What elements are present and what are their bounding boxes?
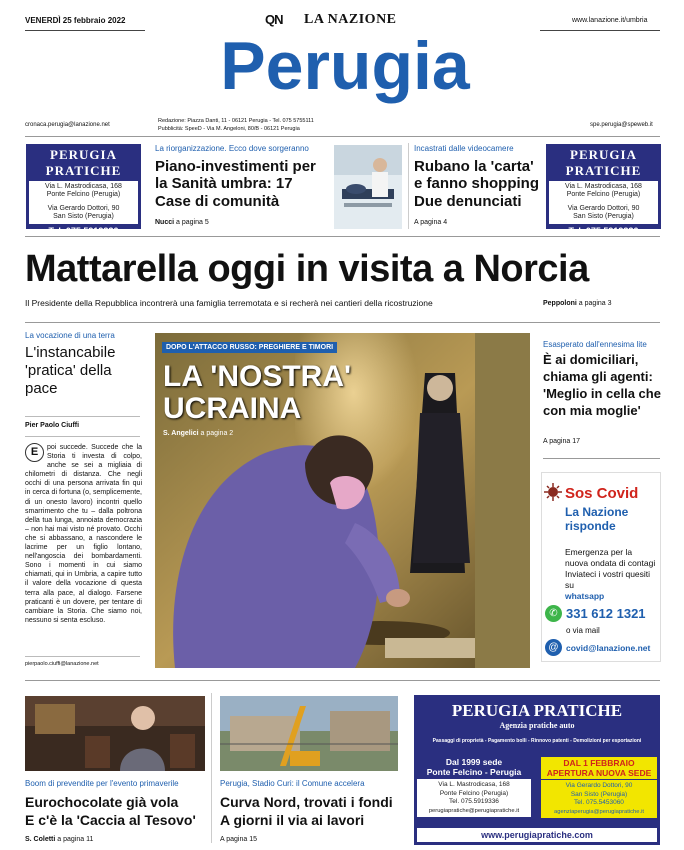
email-right[interactable]: spe.perugia@speweb.it — [590, 122, 653, 128]
sanita-ref: Nucci a pagina 5 — [155, 219, 209, 226]
sanita-photo — [334, 145, 402, 229]
ad-title-line1: PERUGIA — [570, 147, 637, 162]
covid-email[interactable]: covid@lanazione.net — [566, 643, 651, 653]
editorial-author: Pier Paolo Ciuffi — [25, 422, 80, 429]
whatsapp-icon: ✆ — [545, 605, 562, 622]
covid-or-mail: o via mail — [566, 626, 600, 635]
ad-big-website[interactable]: www.perugiapratiche.com — [417, 828, 657, 842]
sanita-kicker: La riorganizzazione. Ecco dove sorgeranno — [155, 144, 309, 153]
editorial-body: E poi succede. Succede che la Storia ti investa di colpo, anche se sei a migliaia di chilometri di distanza. Che negli occhi di una persona arrivata fin qui in cerca di fortuna (o, semplicemente, di un onesto lavoro) incontri quello smarrimento che tu – dalla poltrona della tua lunga, annoiata democrazia – non hai mai visto né provato. Occhi che si abbassano, a nascondere le lacrime per un figlio lontano, nell'angoscia dei bombardamenti. Sono i momenti in cui siamo chiamati, qui in Umbria, a capire tutto il valore della vocazione di questa terra alla pace, al dialogo. Farsene praticanti è un dovere, per tentare di cambiare la Storia. Che siamo noi, nessuno si senta escluso. — [25, 444, 142, 624]
ad-addresses: Via L. Mastrodicasa, 168 Ponte Felcino (Perugia) Via Gerardo Dottori, 90 San Sisto (Perugia) — [549, 181, 658, 224]
covid-phone[interactable]: 331 612 1321 — [566, 606, 646, 621]
ad-big-subtitle: Agenzia pratiche auto — [499, 721, 575, 730]
email-icon: @ — [545, 639, 562, 656]
virus-icon — [544, 483, 562, 501]
domiciliari-ref: A pagina 17 — [543, 438, 580, 445]
sanita-headline[interactable]: Piano-investimenti per la Sanità umbra: 17 Case di comunità — [155, 158, 316, 210]
covid-box[interactable] — [541, 472, 661, 662]
editorial-email[interactable]: pierpaolo.ciuffi@lanazione.net — [25, 661, 99, 667]
ad-perugia-pratiche-right[interactable] — [545, 143, 662, 236]
main-ref: Peppoloni a pagina 3 — [543, 300, 612, 307]
editorial-headline[interactable]: L'instancabile 'pratica' della pace — [25, 344, 116, 397]
photo-headline: LA 'NOSTRA' UCRAINA — [163, 360, 352, 425]
ad-title-line2: PRATICHE — [565, 163, 642, 178]
covid-text: Emergenza per la nuova ondata di contagi Inviateci i vostri quesiti su whatsapp — [565, 547, 656, 601]
ad-addresses: Via L. Mastrodicasa, 168 Ponte Felcino (Perugia) Via Gerardo Dottori, 90 San Sisto (Perugia) — [29, 181, 138, 224]
ad-phone: Tel. 075.5919336 — [48, 225, 119, 236]
eurochocolate-kicker: Boom di prevendite per l'evento primaverile — [25, 779, 179, 788]
editorial-dropcap: E — [25, 443, 44, 462]
curi-kicker: Perugia, Stadio Curi: il Comune accelera — [220, 779, 365, 788]
ad-perugia-pratiche-big[interactable] — [414, 695, 660, 845]
covid-subtitle: La Nazione risponde — [565, 505, 629, 533]
city-title: Perugia — [220, 28, 470, 104]
curi-headline[interactable]: Curva Nord, trovati i fondi A giorni il via ai lavori — [220, 794, 393, 828]
site-url[interactable]: www.lanazione.it/umbria — [572, 17, 648, 24]
ad-phone: Tel. 075.5919336 — [568, 225, 639, 236]
ad-big-title: PERUGIA PRATICHE — [451, 701, 623, 720]
qn-logo: QN — [265, 12, 283, 27]
domiciliari-headline[interactable]: È ai domiciliari, chiama gli agenti: 'Meglio in cella che con mia moglie' — [543, 352, 661, 418]
editorial-kicker: La vocazione di una terra — [25, 331, 115, 340]
eurochocolate-headline[interactable]: Eurochocolate già vola E c'è la 'Caccia al Tesovo' — [25, 794, 196, 828]
eurochocolate-photo — [25, 696, 205, 771]
ad-big-left-col: Dal 1999 sede Ponte Felcino - Perugia Via L. Mastrodicasa, 168 Ponte Felcino (Perugia) Tel. 075.5919336 perugiapratiche@perugiapratiche.it — [417, 757, 531, 817]
email-left[interactable]: cronaca.perugia@lanazione.net — [25, 122, 110, 128]
videocamere-kicker: Incastrati dalle videocamere — [414, 144, 514, 153]
covid-title: Sos Covid — [565, 485, 639, 502]
main-summary: Il Presidente della Repubblica incontrerà una famiglia terremotata e si recherà nei cantieri della ricostruzione — [25, 298, 433, 308]
photo-ref: S. Angelici a pagina 2 — [163, 430, 234, 437]
ad-title-line2: PRATICHE — [45, 163, 122, 178]
ad-big-right-col: DAL 1 FEBBRAIO APERTURA NUOVA SEDE Via Gerardo Dottori, 90 San Sisto (Perugia) Tel. 075.5453060 agenziaperugia@perugiapratiche.it — [541, 757, 657, 818]
curi-ref: A pagina 15 — [220, 836, 257, 843]
videocamere-ref: A pagina 4 — [414, 219, 448, 226]
main-headline[interactable]: Mattarella oggi in visita a Norcia — [25, 248, 589, 290]
curi-photo — [220, 696, 398, 771]
issue-date: VENERDÌ 25 febbraio 2022 — [25, 16, 126, 25]
photo-label: DOPO L'ATTACCO RUSSO: PREGHIERE E TIMORI — [162, 342, 337, 353]
videocamere-headline[interactable]: Rubano la 'carta' e fanno shopping Due denunciati — [414, 158, 539, 210]
redazione-info: Redazione: Piazza Danti, 11 - 06121 Perugia - Tel. 075 5755111 Pubblicità: SpeeD - Via M. Angeloni, 80/B - 06121 Perugia — [158, 118, 314, 132]
paper-name: LA NAZIONE — [304, 12, 397, 27]
domiciliari-kicker: Esasperato dall'ennesima lite — [543, 340, 647, 349]
ukraine-photo[interactable] — [155, 333, 530, 668]
ad-perugia-pratiche-left[interactable] — [25, 143, 142, 236]
eurochocolate-ref: S. Coletti a pagina 11 — [25, 836, 94, 843]
ad-title-line1: PERUGIA — [50, 147, 117, 162]
ad-big-services: Passaggi di proprietà - Pagamento bolli - Rinnovo patenti - Demolizioni per esportazioni — [432, 738, 642, 744]
